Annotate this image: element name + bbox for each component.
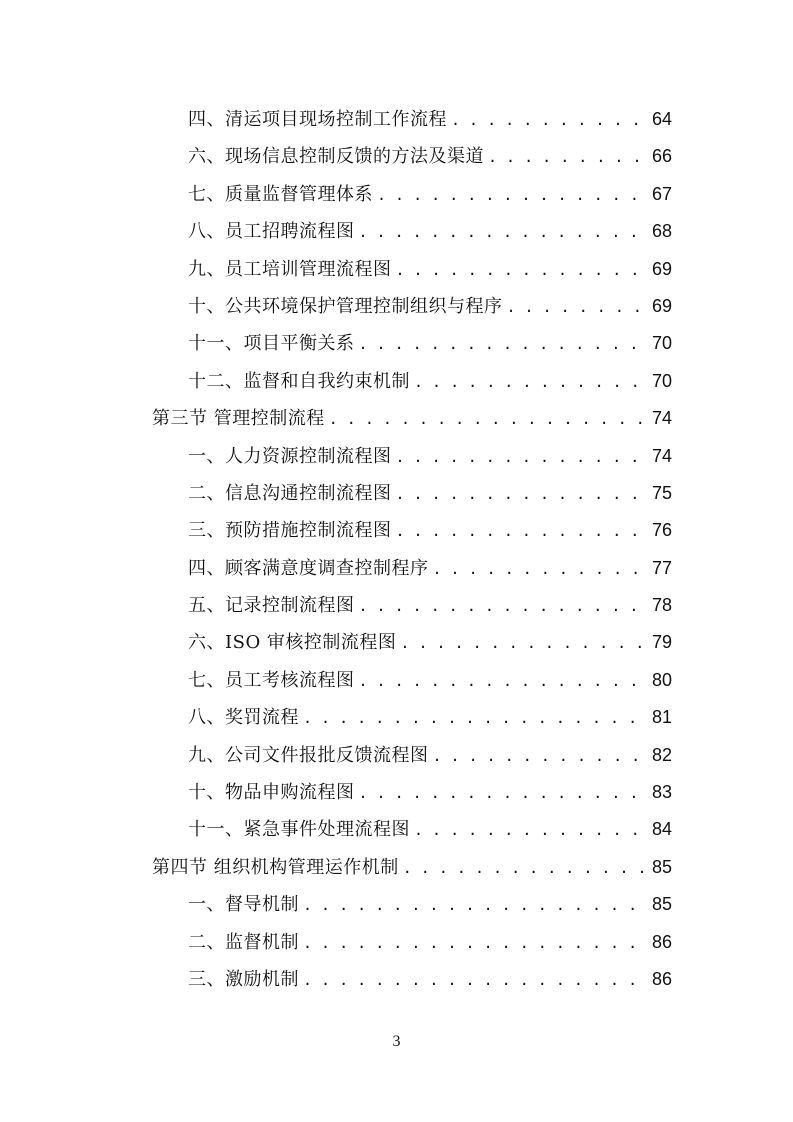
toc-entry[interactable] xyxy=(0,737,793,774)
toc-entry-page: 84 xyxy=(651,819,672,840)
toc-entry-title: 六、ISO 审核控制流程图 xyxy=(188,632,397,654)
toc-entry-page: 75 xyxy=(651,482,672,503)
toc-entry-page: 81 xyxy=(651,707,672,728)
page-number: 3 xyxy=(392,1033,401,1050)
toc-entry-title: 七、质量监督管理体系 xyxy=(188,183,373,205)
toc-dot-leader xyxy=(359,214,645,251)
toc-dot-leader xyxy=(359,775,645,812)
toc-dot-leader xyxy=(359,663,645,700)
toc-dot-leader xyxy=(359,588,645,625)
toc-entry-page: 74 xyxy=(651,445,672,466)
toc-entry-title: 八、员工招聘流程图 xyxy=(188,221,355,243)
toc-dot-leader xyxy=(377,177,644,214)
toc-entry[interactable] xyxy=(0,774,793,811)
toc-entry[interactable] xyxy=(0,550,793,587)
toc-entry-page: 83 xyxy=(651,782,672,803)
toc-entry-page: 86 xyxy=(651,931,672,952)
toc-dot-leader xyxy=(303,887,644,924)
toc-entry-page: 69 xyxy=(651,258,672,279)
toc-entry-page: 79 xyxy=(651,632,672,653)
toc-entry[interactable] xyxy=(0,288,793,325)
toc-dot-leader xyxy=(400,625,644,662)
toc-entry-title: 五、记录控制流程图 xyxy=(188,595,355,617)
toc-entry[interactable] xyxy=(0,886,793,923)
toc-dot-leader xyxy=(507,289,645,326)
toc-dot-leader xyxy=(433,551,645,588)
toc-entry[interactable] xyxy=(0,624,793,661)
toc-entry-title: 六、现场信息控制反馈的方法及渠道 xyxy=(188,146,484,168)
toc-entry-page: 82 xyxy=(651,744,672,765)
toc-dot-leader xyxy=(414,364,644,401)
toc-entry-title: 七、员工考核流程图 xyxy=(188,669,355,691)
toc-dot-leader xyxy=(451,102,644,139)
toc-entry-title: 十、物品申购流程图 xyxy=(188,782,355,804)
toc-dot-leader xyxy=(329,401,644,438)
toc-entry-title: 一、督导机制 xyxy=(188,894,299,916)
toc-entry[interactable] xyxy=(0,101,793,138)
toc-entry[interactable] xyxy=(0,176,793,213)
toc-entry-title: 二、监督机制 xyxy=(188,931,299,953)
toc-entry-title: 九、公司文件报批反馈流程图 xyxy=(188,744,429,766)
toc-entry-title: 十一、项目平衡关系 xyxy=(188,333,355,355)
toc-entry-title: 一、人力资源控制流程图 xyxy=(188,445,392,467)
toc-entry-title: 八、奖罚流程 xyxy=(188,707,299,729)
toc-dot-leader xyxy=(396,476,645,513)
toc-entry-title: 第三节 管理控制流程 xyxy=(152,408,325,430)
toc-entry-page: 85 xyxy=(651,894,672,915)
toc-entry[interactable] xyxy=(0,811,793,848)
toc-dot-leader xyxy=(396,252,645,289)
toc-entry[interactable] xyxy=(0,699,793,736)
toc-dot-leader xyxy=(303,962,644,999)
toc-entry[interactable] xyxy=(0,400,793,437)
toc-entry-page: 70 xyxy=(651,370,672,391)
toc-entry-page: 69 xyxy=(651,295,672,316)
toc-entry[interactable] xyxy=(0,924,793,961)
toc-dot-leader xyxy=(303,700,644,737)
toc-entry[interactable] xyxy=(0,662,793,699)
toc-entry[interactable] xyxy=(0,475,793,512)
toc-dot-leader xyxy=(359,326,645,363)
toc-entry[interactable] xyxy=(0,213,793,250)
toc-entry-title: 十、公共环境保护管理控制组织与程序 xyxy=(188,295,503,317)
toc-entry-title: 第四节 组织机构管理运作机制 xyxy=(152,856,399,878)
toc-entry[interactable] xyxy=(0,138,793,175)
toc-entry[interactable] xyxy=(0,587,793,624)
toc-entry-page: 68 xyxy=(651,221,672,242)
toc-entry-page: 66 xyxy=(651,146,672,167)
toc-entry-title: 四、顾客满意度调查控制程序 xyxy=(188,557,429,579)
toc-dot-leader xyxy=(303,925,644,962)
toc-entry-page: 64 xyxy=(651,109,672,129)
table-of-contents xyxy=(0,101,793,998)
toc-entry-page: 76 xyxy=(651,520,672,541)
toc-dot-leader xyxy=(396,439,645,476)
toc-entry-title: 十一、紧急事件处理流程图 xyxy=(188,819,410,841)
toc-entry-page: 85 xyxy=(651,856,672,877)
toc-entry[interactable] xyxy=(0,961,793,998)
toc-entry-title: 三、预防措施控制流程图 xyxy=(188,520,392,542)
toc-entry-title: 九、员工培训管理流程图 xyxy=(188,258,392,280)
toc-entry-page: 78 xyxy=(651,595,672,616)
toc-entry-page: 70 xyxy=(651,333,672,354)
toc-entry-page: 77 xyxy=(651,557,672,578)
toc-entry[interactable] xyxy=(0,438,793,475)
toc-dot-leader xyxy=(414,812,644,849)
toc-entry-page: 86 xyxy=(651,968,672,989)
toc-entry[interactable] xyxy=(0,325,793,362)
toc-entry-page: 80 xyxy=(651,669,672,690)
toc-entry-page: 74 xyxy=(651,408,672,429)
toc-dot-leader xyxy=(396,513,645,550)
toc-entry[interactable] xyxy=(0,363,793,400)
toc-entry[interactable] xyxy=(0,251,793,288)
toc-entry-title: 三、激励机制 xyxy=(188,968,299,990)
toc-entry-title: 二、信息沟通控制流程图 xyxy=(188,482,392,504)
toc-entry-title: 十二、监督和自我约束机制 xyxy=(188,370,410,392)
toc-entry-page: 67 xyxy=(651,183,672,204)
toc-dot-leader xyxy=(488,139,644,176)
toc-dot-leader xyxy=(433,738,645,775)
toc-entry[interactable] xyxy=(0,849,793,886)
toc-entry[interactable] xyxy=(0,512,793,549)
toc-entry-title: 四、清运项目现场控制工作流程 xyxy=(188,109,447,130)
toc-dot-leader xyxy=(403,850,644,887)
